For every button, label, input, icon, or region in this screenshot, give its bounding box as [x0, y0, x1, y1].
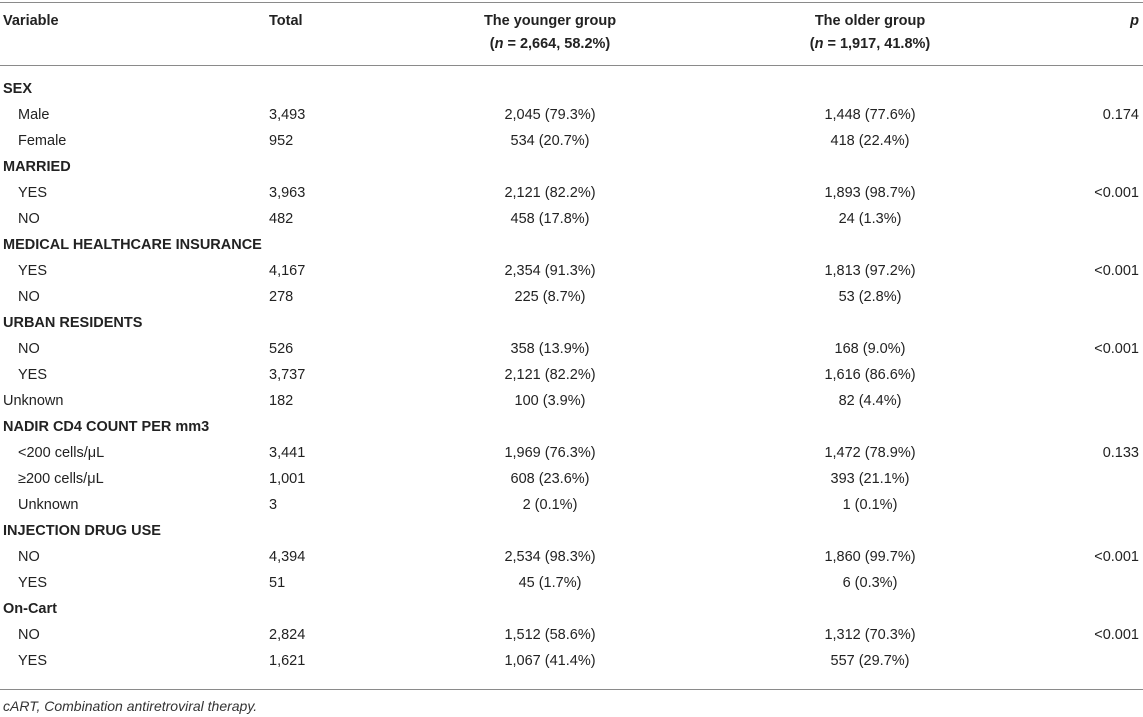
row-label: Male: [18, 107, 50, 123]
cell-older: 1,813 (97.2%): [824, 263, 916, 279]
cell-younger: 2 (0.1%): [522, 497, 578, 513]
table-footnote: cART, Combination antiretroviral therapy.: [3, 698, 258, 714]
section-heading: MEDICAL HEALTHCARE INSURANCE: [3, 237, 262, 253]
row-label: NO: [18, 549, 40, 565]
cell-p-value: <0.001: [1094, 549, 1139, 565]
cell-total: 952: [269, 133, 294, 149]
cell-older: 1,472 (78.9%): [824, 445, 916, 461]
cell-younger: 1,067 (41.4%): [504, 653, 596, 669]
cell-younger: 225 (8.7%): [514, 289, 586, 305]
cell-older: 1,616 (86.6%): [824, 367, 916, 383]
bottom-rule: [0, 689, 1143, 690]
row-label: NO: [18, 289, 40, 305]
top-rule: [0, 2, 1143, 3]
cell-total: 2,824: [269, 627, 306, 643]
row-label: YES: [18, 185, 48, 201]
cell-younger: 2,045 (79.3%): [504, 107, 596, 123]
cell-total: 3,737: [269, 367, 306, 383]
header-younger-n: (n = 2,664, 58.2%): [489, 36, 611, 52]
cell-younger: 2,534 (98.3%): [504, 549, 596, 565]
row-label: YES: [18, 653, 48, 669]
cell-older: 24 (1.3%): [838, 211, 902, 227]
cell-older: 418 (22.4%): [830, 133, 910, 149]
cell-younger: 100 (3.9%): [514, 393, 586, 409]
section-heading: URBAN RESIDENTS: [3, 315, 143, 331]
header-rule: [0, 65, 1143, 66]
row-label: YES: [18, 263, 48, 279]
cell-p-value: <0.001: [1094, 341, 1139, 357]
cell-older: 1,893 (98.7%): [824, 185, 916, 201]
cell-older: 1,860 (99.7%): [824, 549, 916, 565]
cell-total: 1,001: [269, 471, 306, 487]
cell-younger: 1,969 (76.3%): [504, 445, 596, 461]
header-p: p: [1130, 13, 1139, 29]
cell-younger: 2,354 (91.3%): [504, 263, 596, 279]
cell-older: 53 (2.8%): [838, 289, 902, 305]
row-label: YES: [18, 575, 48, 591]
header-younger-title: The younger group: [483, 13, 617, 29]
cell-p-value: 0.133: [1102, 445, 1139, 461]
header-older-title: The older group: [814, 13, 926, 29]
cell-younger: 358 (13.9%): [510, 341, 590, 357]
cell-total: 278: [269, 289, 294, 305]
cell-older: 6 (0.3%): [842, 575, 898, 591]
row-label: ≥200 cells/μL: [18, 471, 104, 487]
cell-younger: 608 (23.6%): [510, 471, 590, 487]
cell-total: 3,441: [269, 445, 306, 461]
section-heading: MARRIED: [3, 159, 71, 175]
cell-p-value: <0.001: [1094, 263, 1139, 279]
cell-total: 3,963: [269, 185, 306, 201]
row-label: NO: [18, 211, 40, 227]
cell-total: 526: [269, 341, 294, 357]
row-label: Unknown: [3, 393, 64, 409]
cell-total: 1,621: [269, 653, 306, 669]
row-label: <200 cells/μL: [18, 445, 105, 461]
cell-total: 4,167: [269, 263, 306, 279]
cell-younger: 458 (17.8%): [510, 211, 590, 227]
cell-p-value: <0.001: [1094, 627, 1139, 643]
cell-total: 3: [269, 497, 278, 513]
cell-total: 482: [269, 211, 294, 227]
cell-older: 557 (29.7%): [830, 653, 910, 669]
row-label: Female: [18, 133, 67, 149]
header-older-n: (n = 1,917, 41.8%): [809, 36, 931, 52]
row-label: NO: [18, 627, 40, 643]
cell-younger: 1,512 (58.6%): [504, 627, 596, 643]
cell-p-value: <0.001: [1094, 185, 1139, 201]
header-total: Total: [269, 13, 303, 29]
section-heading: SEX: [3, 81, 33, 97]
cell-younger: 2,121 (82.2%): [504, 185, 596, 201]
cell-younger: 534 (20.7%): [510, 133, 590, 149]
section-heading: INJECTION DRUG USE: [3, 523, 161, 539]
cell-younger: 2,121 (82.2%): [504, 367, 596, 383]
cell-older: 1,312 (70.3%): [824, 627, 916, 643]
cell-younger: 45 (1.7%): [518, 575, 582, 591]
cell-total: 51: [269, 575, 286, 591]
row-label: NO: [18, 341, 40, 357]
cell-older: 168 (9.0%): [834, 341, 906, 357]
header-variable: Variable: [3, 13, 59, 29]
cell-older: 393 (21.1%): [830, 471, 910, 487]
cell-total: 182: [269, 393, 294, 409]
cell-total: 3,493: [269, 107, 306, 123]
row-label: Unknown: [18, 497, 79, 513]
cell-p-value: 0.174: [1102, 107, 1139, 123]
cell-older: 82 (4.4%): [838, 393, 902, 409]
cell-older: 1 (0.1%): [842, 497, 898, 513]
cell-older: 1,448 (77.6%): [824, 107, 916, 123]
cell-total: 4,394: [269, 549, 306, 565]
row-label: YES: [18, 367, 48, 383]
section-heading: On-Cart: [3, 601, 57, 617]
section-heading: NADIR CD4 COUNT PER mm3: [3, 419, 210, 435]
